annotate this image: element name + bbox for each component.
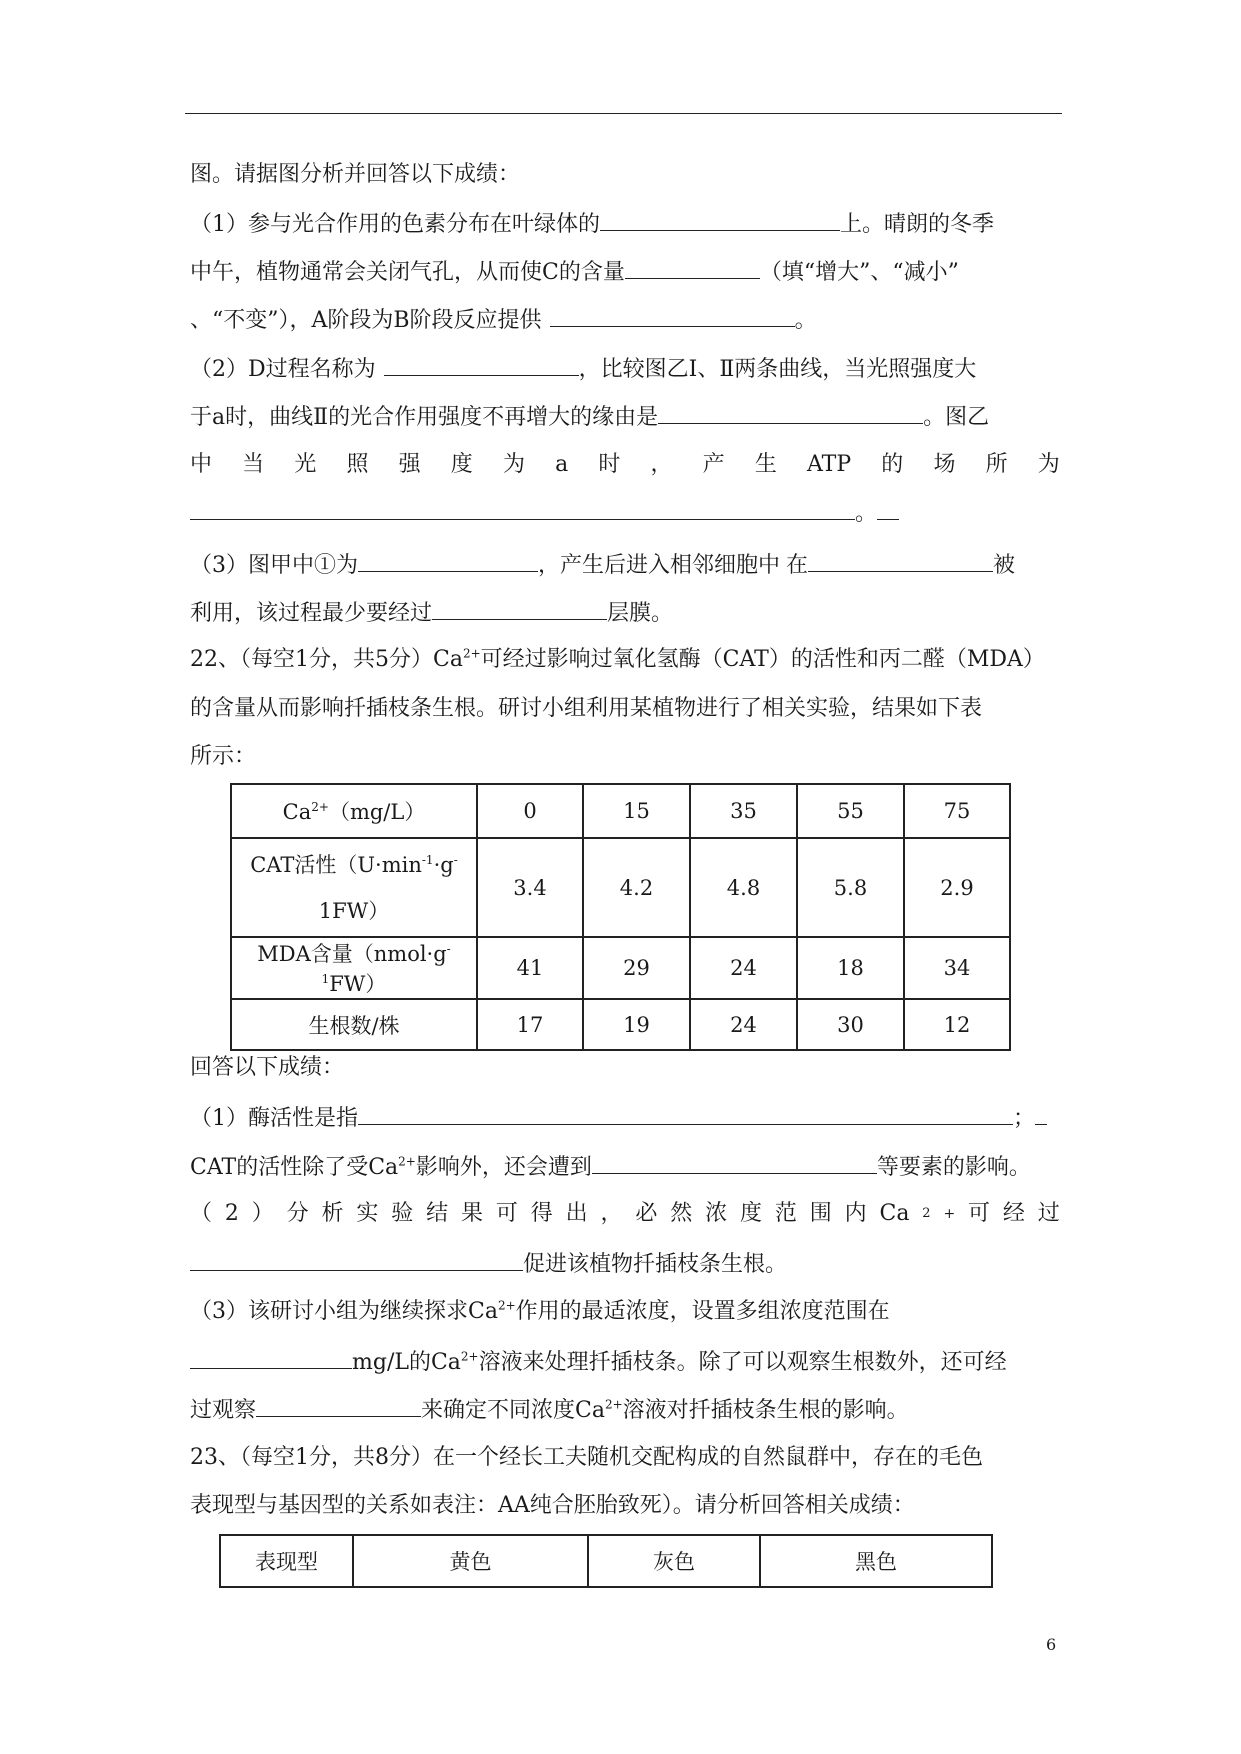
table-cell: 4.8	[690, 838, 797, 937]
table-cell: 表现型	[220, 1535, 353, 1587]
table-cell: 19	[583, 999, 690, 1050]
answer-blank[interactable]	[190, 497, 855, 520]
text-line: 回答以下成绩：	[190, 1055, 345, 1080]
table-cell: 17	[477, 999, 583, 1050]
table-cell: 黄色	[353, 1535, 588, 1587]
table-cell: 生根数/株	[231, 999, 477, 1050]
table-cell: 4.2	[583, 838, 690, 937]
table-row	[220, 1535, 992, 1587]
question-1-line: （1）参与光合作用的色素分布在叶绿体的 上。晴朗的冬季	[190, 208, 1060, 240]
question-22-heading: 22、（每空1分，共5分）$Ca^{2+}$可经过影响过氧化氢酶（CAT）的活性和丙二醛（MDA）	[190, 646, 1045, 672]
answer-blank[interactable]	[358, 1102, 1013, 1125]
table-cell: 15	[583, 784, 690, 838]
table-cell: 黑色	[760, 1535, 992, 1587]
answer-blank[interactable]	[592, 1151, 877, 1174]
table-cell: 0	[477, 784, 583, 838]
table-cell: 12	[904, 999, 1010, 1050]
calcium-experiment-table	[230, 783, 1011, 1051]
text-line: 于a时，曲线Ⅱ的光合作用强度不再增大的缘由是 。图乙	[190, 401, 1060, 433]
table-cell: 3.4	[477, 838, 583, 937]
table-cell: MDA含量$(nmol\cdot g^{-1}FW)$	[231, 937, 477, 999]
text-line: 所示：	[190, 744, 257, 769]
text-line: 图。请据图分析并回答以下成绩：	[190, 162, 521, 187]
table-cell: 灰色	[588, 1535, 760, 1587]
text-line: CAT的活性除了受$Ca^{2+}$影响外，还会遭到 等要素的影响。	[190, 1151, 1060, 1183]
text-line: 中 当 光 照 强 度 为 a 时 ， 产 生 ATP 的 场 所 为	[190, 452, 1060, 477]
blank-tail	[1035, 1102, 1047, 1125]
table-cell: 29	[583, 937, 690, 999]
text-line: 过观察 来确定不同浓度$Ca^{2+}$溶液对扦插枝条生根的影响。	[190, 1394, 1060, 1426]
phenotype-table	[219, 1534, 993, 1588]
answer-blank[interactable]	[432, 597, 607, 620]
header-rule	[185, 113, 1062, 114]
answer-blank[interactable]	[808, 549, 993, 572]
text-line: 中午，植物通常会关闭气孔，从而使C的含量 （填“增大”、“减小”	[190, 256, 1060, 288]
table-row	[231, 838, 1010, 937]
answer-blank[interactable]	[358, 549, 538, 572]
table-cell: 41	[477, 937, 583, 999]
table-cell: 34	[904, 937, 1010, 999]
question-23-heading: 23、（每空1分，共8分）在一个经长工夫随机交配构成的自然鼠群中，存在的毛色	[190, 1445, 983, 1470]
answer-blank[interactable]	[384, 353, 579, 376]
answer-blank[interactable]	[256, 1394, 421, 1417]
question-2-line: （2）D过程名称为 ，比较图乙Ⅰ、Ⅱ两条曲线，当光照强度大	[190, 353, 1060, 385]
text-line: 促进该植物扦插枝条生根。	[190, 1248, 1060, 1280]
text-line: 表现型与基因型的关系如表注：AA纯合胚胎致死）。请分析回答相关成绩：	[190, 1493, 915, 1518]
table-cell: $Ca^{2+}(mg/L)$	[231, 784, 477, 838]
question-22-1-line: （1）酶活性是指 ；	[190, 1102, 1060, 1134]
table-cell: 55	[797, 784, 904, 838]
table-row	[231, 999, 1010, 1050]
table-cell: CAT活性（$U\cdot\min^{-1}\cdot g^-$ 1FW）	[231, 838, 477, 937]
text-line: 、“不变”），A阶段为B阶段反应提供 。	[190, 304, 1060, 336]
answer-blank[interactable]	[658, 401, 923, 424]
answer-blank[interactable]	[190, 1346, 352, 1369]
table-cell: 2.9	[904, 838, 1010, 937]
text-line: 利用，该过程最少要经过 层膜。	[190, 597, 1060, 629]
text-line: 的含量从而影响扦插枝条生根。研讨小组利用某植物进行了相关实验，结果如下表	[190, 696, 983, 721]
answer-blank[interactable]	[600, 208, 840, 231]
answer-blank[interactable]	[550, 304, 795, 327]
table-cell: 5.8	[797, 838, 904, 937]
table-row	[231, 937, 1010, 999]
answer-blank[interactable]	[190, 1248, 523, 1271]
page-number: 6	[1046, 1635, 1057, 1654]
answer-blank[interactable]	[625, 256, 760, 279]
question-22-3-line: （3）该研讨小组为继续探求$Ca^{2+}$作用的最适浓度，设置多组浓度范围在	[190, 1298, 890, 1324]
blank-tail	[877, 497, 899, 520]
table-cell: 24	[690, 999, 797, 1050]
table-row	[231, 784, 1010, 838]
table-cell: 75	[904, 784, 1010, 838]
table-cell: 35	[690, 784, 797, 838]
text-line: mg/L的$Ca^{2+}$溶液来处理扦插枝条。除了可以观察生根数外，还可经	[190, 1346, 1060, 1378]
question-3-line: （3）图甲中①为 ，产生后进入相邻细胞中 在 被	[190, 549, 1060, 581]
question-22-2-line: （ 2 ） 分 析 实 验 结 果 可 得 出 ， 必 然 浓 度 范 围 内 Ca 2 + 可 经 过	[190, 1201, 1060, 1226]
text-line: 。	[190, 497, 1060, 529]
table-cell: 24	[690, 937, 797, 999]
table-cell: 30	[797, 999, 904, 1050]
table-cell: 18	[797, 937, 904, 999]
